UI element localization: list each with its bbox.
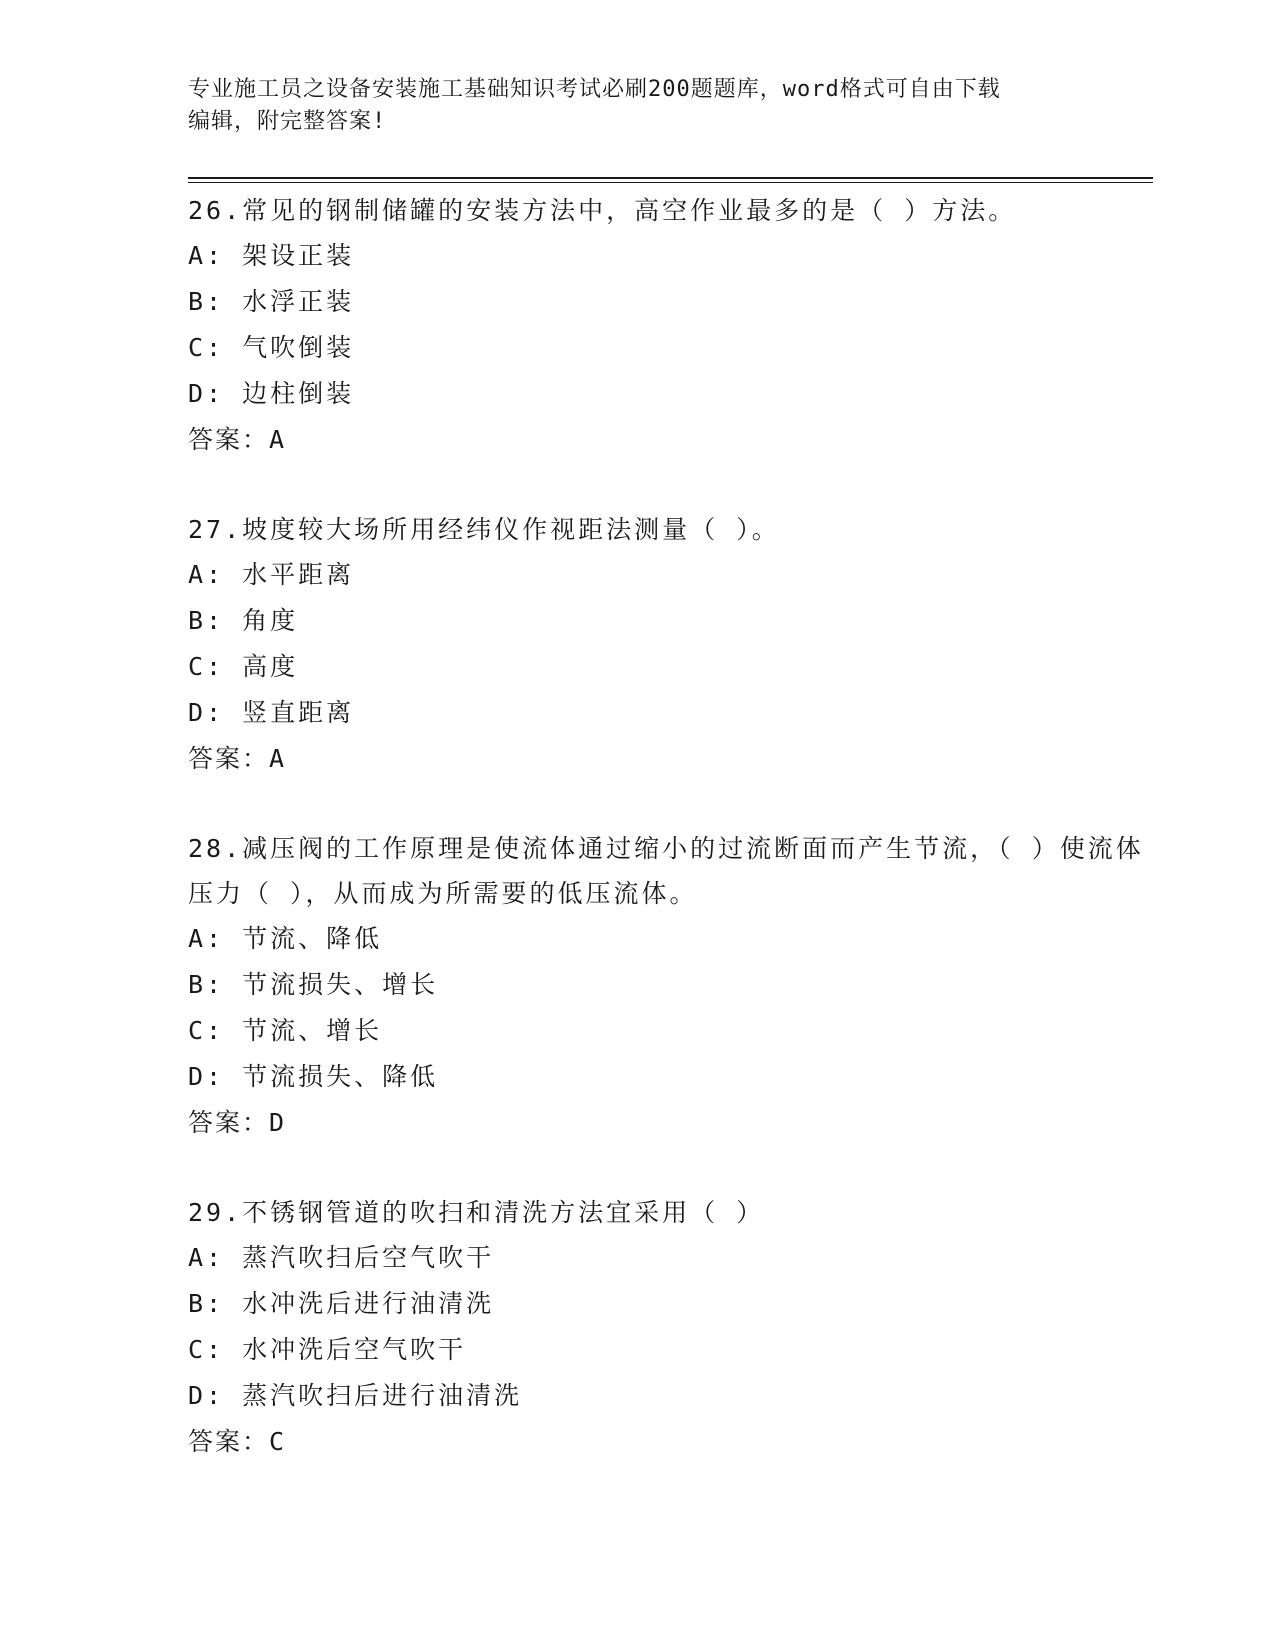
option-a: A: 水平距离	[188, 560, 355, 589]
answer-value: A	[269, 425, 287, 454]
header-divider-thick	[188, 177, 1153, 179]
document-page	[188, 0, 1153, 1650]
answer-label: 答案：	[188, 425, 270, 454]
option-d: D: 边柱倒装	[188, 379, 355, 408]
header-divider-thin	[188, 182, 1153, 183]
option-d: D: 竖直距离	[188, 698, 355, 727]
option-d: D: 蒸汽吹扫后进行油清洗	[188, 1381, 523, 1410]
option-b: B: 水冲洗后进行油清洗	[188, 1289, 495, 1318]
option-a: A: 蒸汽吹扫后空气吹干	[188, 1243, 495, 1272]
answer-line	[188, 736, 1153, 782]
header-line-1: 专业施工员之设备安装施工基础知识考试必刷200题题库，word格式可自由下载	[188, 77, 1001, 102]
option-c: C: 水冲洗后空气吹干	[188, 1335, 467, 1364]
answer-value: C	[269, 1427, 287, 1456]
option-b: B: 水浮正装	[188, 287, 355, 316]
question-28	[188, 826, 1153, 1146]
answer-line	[188, 1419, 1153, 1465]
option-c: C: 气吹倒装	[188, 333, 355, 362]
answer-label: 答案：	[188, 744, 270, 773]
question-26	[188, 188, 1153, 463]
question-29	[188, 1190, 1153, 1465]
option-d: D: 节流损失、降低	[188, 1062, 439, 1091]
answer-value: D	[269, 1108, 287, 1137]
question-27	[188, 507, 1153, 782]
question-stem: 29.不锈钢管道的吹扫和清洗方法宜采用（ ）	[188, 1198, 765, 1227]
option-b: B: 节流损失、增长	[188, 970, 439, 999]
header-line-2: 编辑，附完整答案!	[188, 109, 387, 134]
option-a: A: 架设正装	[188, 241, 355, 270]
option-b: B: 角度	[188, 606, 299, 635]
question-stem: 28.减压阀的工作原理是使流体通过缩小的过流断面而产生节流，（ ）使流体压力（ ），从而成为所需要的低压流体。	[188, 834, 1144, 908]
answer-line	[188, 417, 1153, 463]
answer-label: 答案：	[188, 1108, 270, 1137]
answer-value: A	[269, 744, 287, 773]
question-stem: 27.坡度较大场所用经纬仪作视距法测量（ ）。	[188, 515, 780, 544]
answer-label: 答案：	[188, 1427, 270, 1456]
question-stem: 26.常见的钢制储罐的安装方法中，高空作业最多的是（ ）方法。	[188, 196, 1017, 225]
document-header	[188, 74, 1088, 138]
question-list	[188, 188, 1153, 1509]
option-a: A: 节流、降低	[188, 924, 383, 953]
answer-line	[188, 1100, 1153, 1146]
option-c: C: 高度	[188, 652, 299, 681]
option-c: C: 节流、增长	[188, 1016, 383, 1045]
